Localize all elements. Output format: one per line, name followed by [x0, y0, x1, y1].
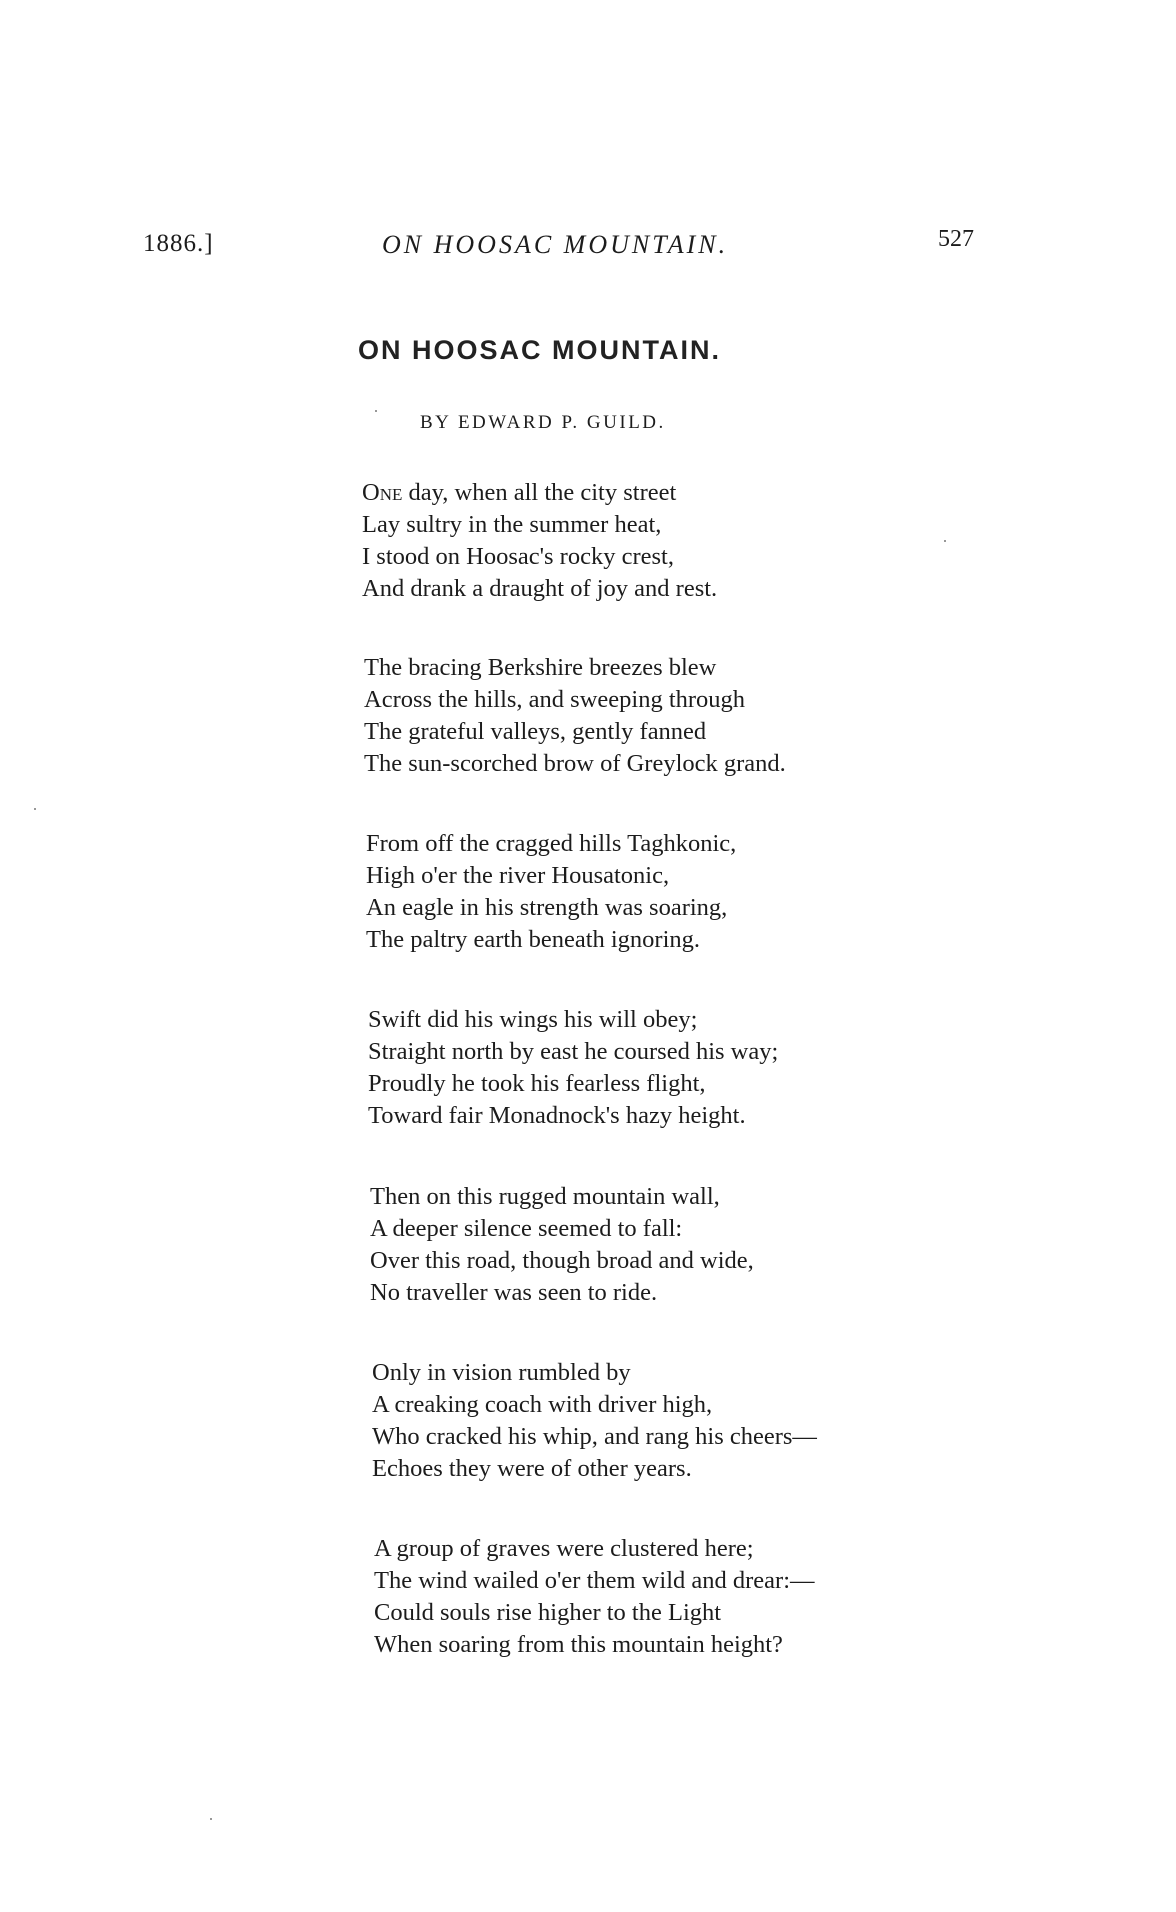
running-head-date: 1886.] — [143, 230, 214, 257]
verse-line: Swift did his wings his will obey; — [368, 1006, 698, 1033]
verse-line: No traveller was seen to ride. — [370, 1279, 658, 1306]
verse-line: When soaring from this mountain height? — [374, 1631, 783, 1658]
running-head — [0, 226, 1176, 270]
verse-line: I stood on Hoosac's rocky crest, — [362, 543, 674, 570]
verse-line: The bracing Berkshire breezes blew — [364, 654, 717, 681]
verse-line: Straight north by east he coursed his way; — [368, 1038, 779, 1065]
verse-line: A deeper silence seemed to fall: — [370, 1215, 683, 1242]
verse-line: Lay sultry in the summer heat, — [362, 511, 662, 538]
verse-line: Could souls rise higher to the Light — [374, 1599, 722, 1626]
verse-line: A creaking coach with driver high, — [372, 1391, 713, 1418]
scan-speck — [944, 540, 946, 542]
verse-line: The grateful valleys, gently fanned — [364, 718, 707, 745]
scan-speck — [375, 410, 377, 412]
verse-line-rest: day, when all the city street — [402, 479, 677, 506]
stanza-4 — [368, 1004, 1008, 1132]
verse-line: Across the hills, and sweeping through — [364, 686, 746, 713]
first-word-small-caps: One — [362, 479, 403, 506]
verse-line: The paltry earth beneath ignoring. — [366, 926, 701, 953]
page-number: 527 — [938, 226, 974, 252]
scan-speck — [210, 1818, 212, 1820]
running-head-title: ON HOOSAC MOUNTAIN. — [382, 230, 729, 259]
scan-speck — [34, 808, 36, 810]
verse-line: Over this road, though broad and wide, — [370, 1247, 754, 1274]
poem-title: ON HOOSAC MOUNTAIN. — [358, 335, 721, 365]
stanza-2 — [364, 652, 1004, 780]
verse-line: Who cracked his whip, and rang his cheers— — [372, 1423, 817, 1450]
verse-line: Echoes they were of other years. — [372, 1455, 692, 1482]
verse-line: Toward fair Monadnock's hazy height. — [368, 1102, 746, 1129]
verse-line: The sun-scorched brow of Greylock grand. — [364, 750, 786, 777]
verse-line — [362, 477, 1002, 509]
verse-line: High o'er the river Housatonic, — [366, 862, 670, 889]
verse-line: The wind wailed o'er them wild and drear:— — [374, 1567, 815, 1594]
stanza-7 — [374, 1533, 1014, 1661]
verse-line: And drank a draught of joy and rest. — [362, 575, 718, 602]
stanza-5 — [370, 1181, 1010, 1309]
verse-line: Only in vision rumbled by — [372, 1359, 631, 1386]
verse-line: Proudly he took his fearless flight, — [368, 1070, 706, 1097]
stanza-1 — [362, 477, 1002, 605]
stanza-6 — [372, 1357, 1012, 1485]
verse-line: An eagle in his strength was soaring, — [366, 894, 728, 921]
verse-line: Then on this rugged mountain wall, — [370, 1183, 720, 1210]
stanza-3 — [366, 828, 1006, 956]
poem-byline: BY EDWARD P. GUILD. — [420, 412, 666, 433]
verse-line: From off the cragged hills Taghkonic, — [366, 830, 737, 857]
verse-line: A group of graves were clustered here; — [374, 1535, 754, 1562]
